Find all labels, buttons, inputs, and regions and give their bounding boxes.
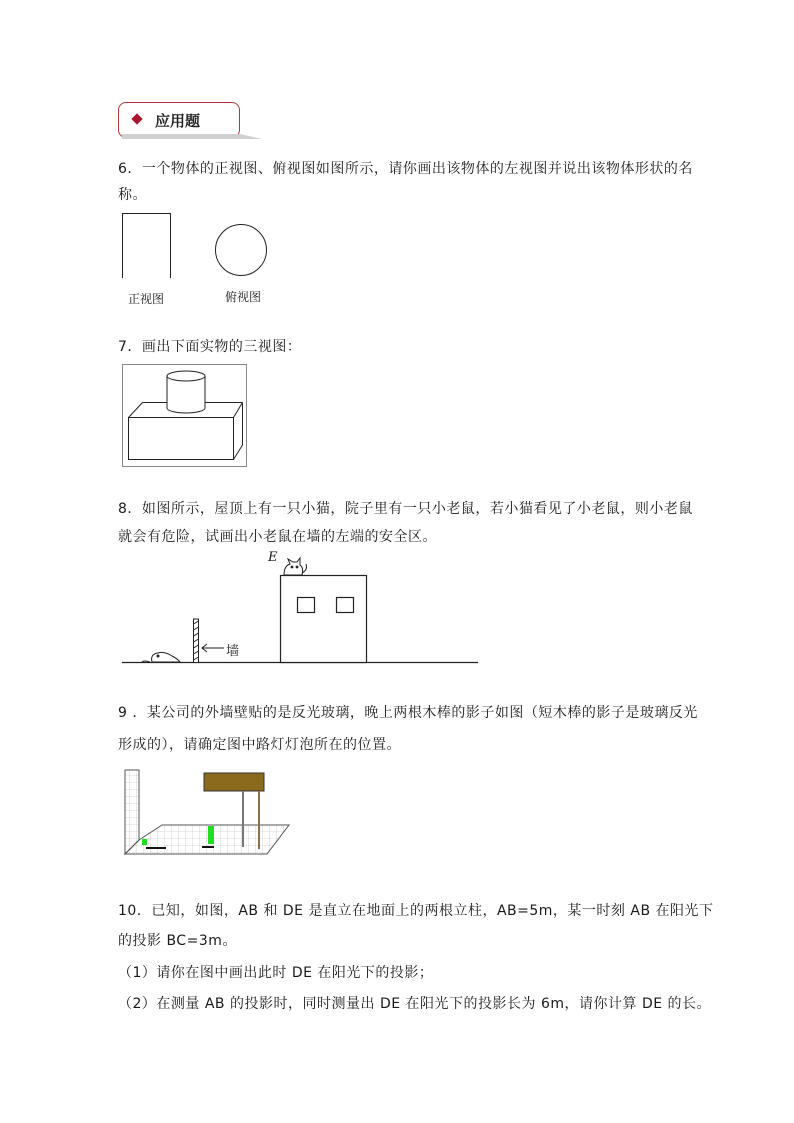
- mouse-drawing: [142, 652, 180, 662]
- q9-line-1: 9 ．某公司的外墙壁贴的是反光玻璃，晚上两根木棒的影子如图（短木棒的影子是玻璃反光: [118, 705, 698, 721]
- tag-shadow: [122, 134, 262, 140]
- cylinder-solid: [167, 371, 205, 413]
- green-reflection: [142, 839, 147, 845]
- wall: [194, 619, 199, 663]
- signboard: [204, 773, 264, 791]
- q9-line-2: 形成的），请确定图中路灯灯泡所在的位置。: [118, 737, 401, 753]
- q10-line-1: 10．已知，如图，AB 和 DE 是直立在地面上的两根立柱，AB=5m，某一时刻 AB 在阳光下: [118, 903, 714, 919]
- top-view-circle: [216, 225, 267, 276]
- q10-part-2: （2）在测量 AB 的投影时，同时测量出 DE 在阳光下的投影长为 6m，请你计算 DE 的长。: [118, 996, 712, 1012]
- wall-arrow-icon: [202, 644, 224, 652]
- q7-figure: [122, 364, 248, 468]
- q10-line-2: 的投影 BC=3m。: [118, 933, 237, 949]
- q8-line-1: 8．如图所示，屋顶上有一只小猫，院子里有一只小老鼠，若小猫看见了小老鼠，则小老鼠: [118, 501, 693, 517]
- cat-drawing: [284, 558, 307, 575]
- front-view-label: 正视图: [128, 292, 165, 306]
- front-view-rectangle: [123, 214, 171, 279]
- section-tag: [118, 102, 240, 138]
- q6-figure: [118, 208, 288, 278]
- q9-figure: [122, 768, 292, 858]
- building: [281, 576, 367, 663]
- q6-line-1: 6．一个物体的正视图、俯视图如图所示，请你画出该物体的左视图并说出该物体形状的名: [118, 161, 693, 177]
- point-e-label: E: [268, 550, 278, 565]
- diamond-icon: [131, 113, 142, 124]
- q8-line-2: 就会有危险，试画出小老鼠在墙的左端的安全区。: [118, 529, 437, 545]
- wall-label: 墙: [226, 644, 240, 659]
- q7-text: 7．画出下面实物的三视图：: [118, 339, 302, 355]
- green-stick: [208, 826, 214, 844]
- q10-part-1: （1）请你在图中画出此时 DE 在阳光下的投影；: [118, 965, 434, 981]
- section-title: 应用题: [155, 112, 201, 130]
- top-view-label: 俯视图: [225, 290, 262, 304]
- floor: [125, 825, 289, 854]
- q8-figure: [120, 548, 480, 668]
- q6-line-2: 称。: [118, 187, 147, 203]
